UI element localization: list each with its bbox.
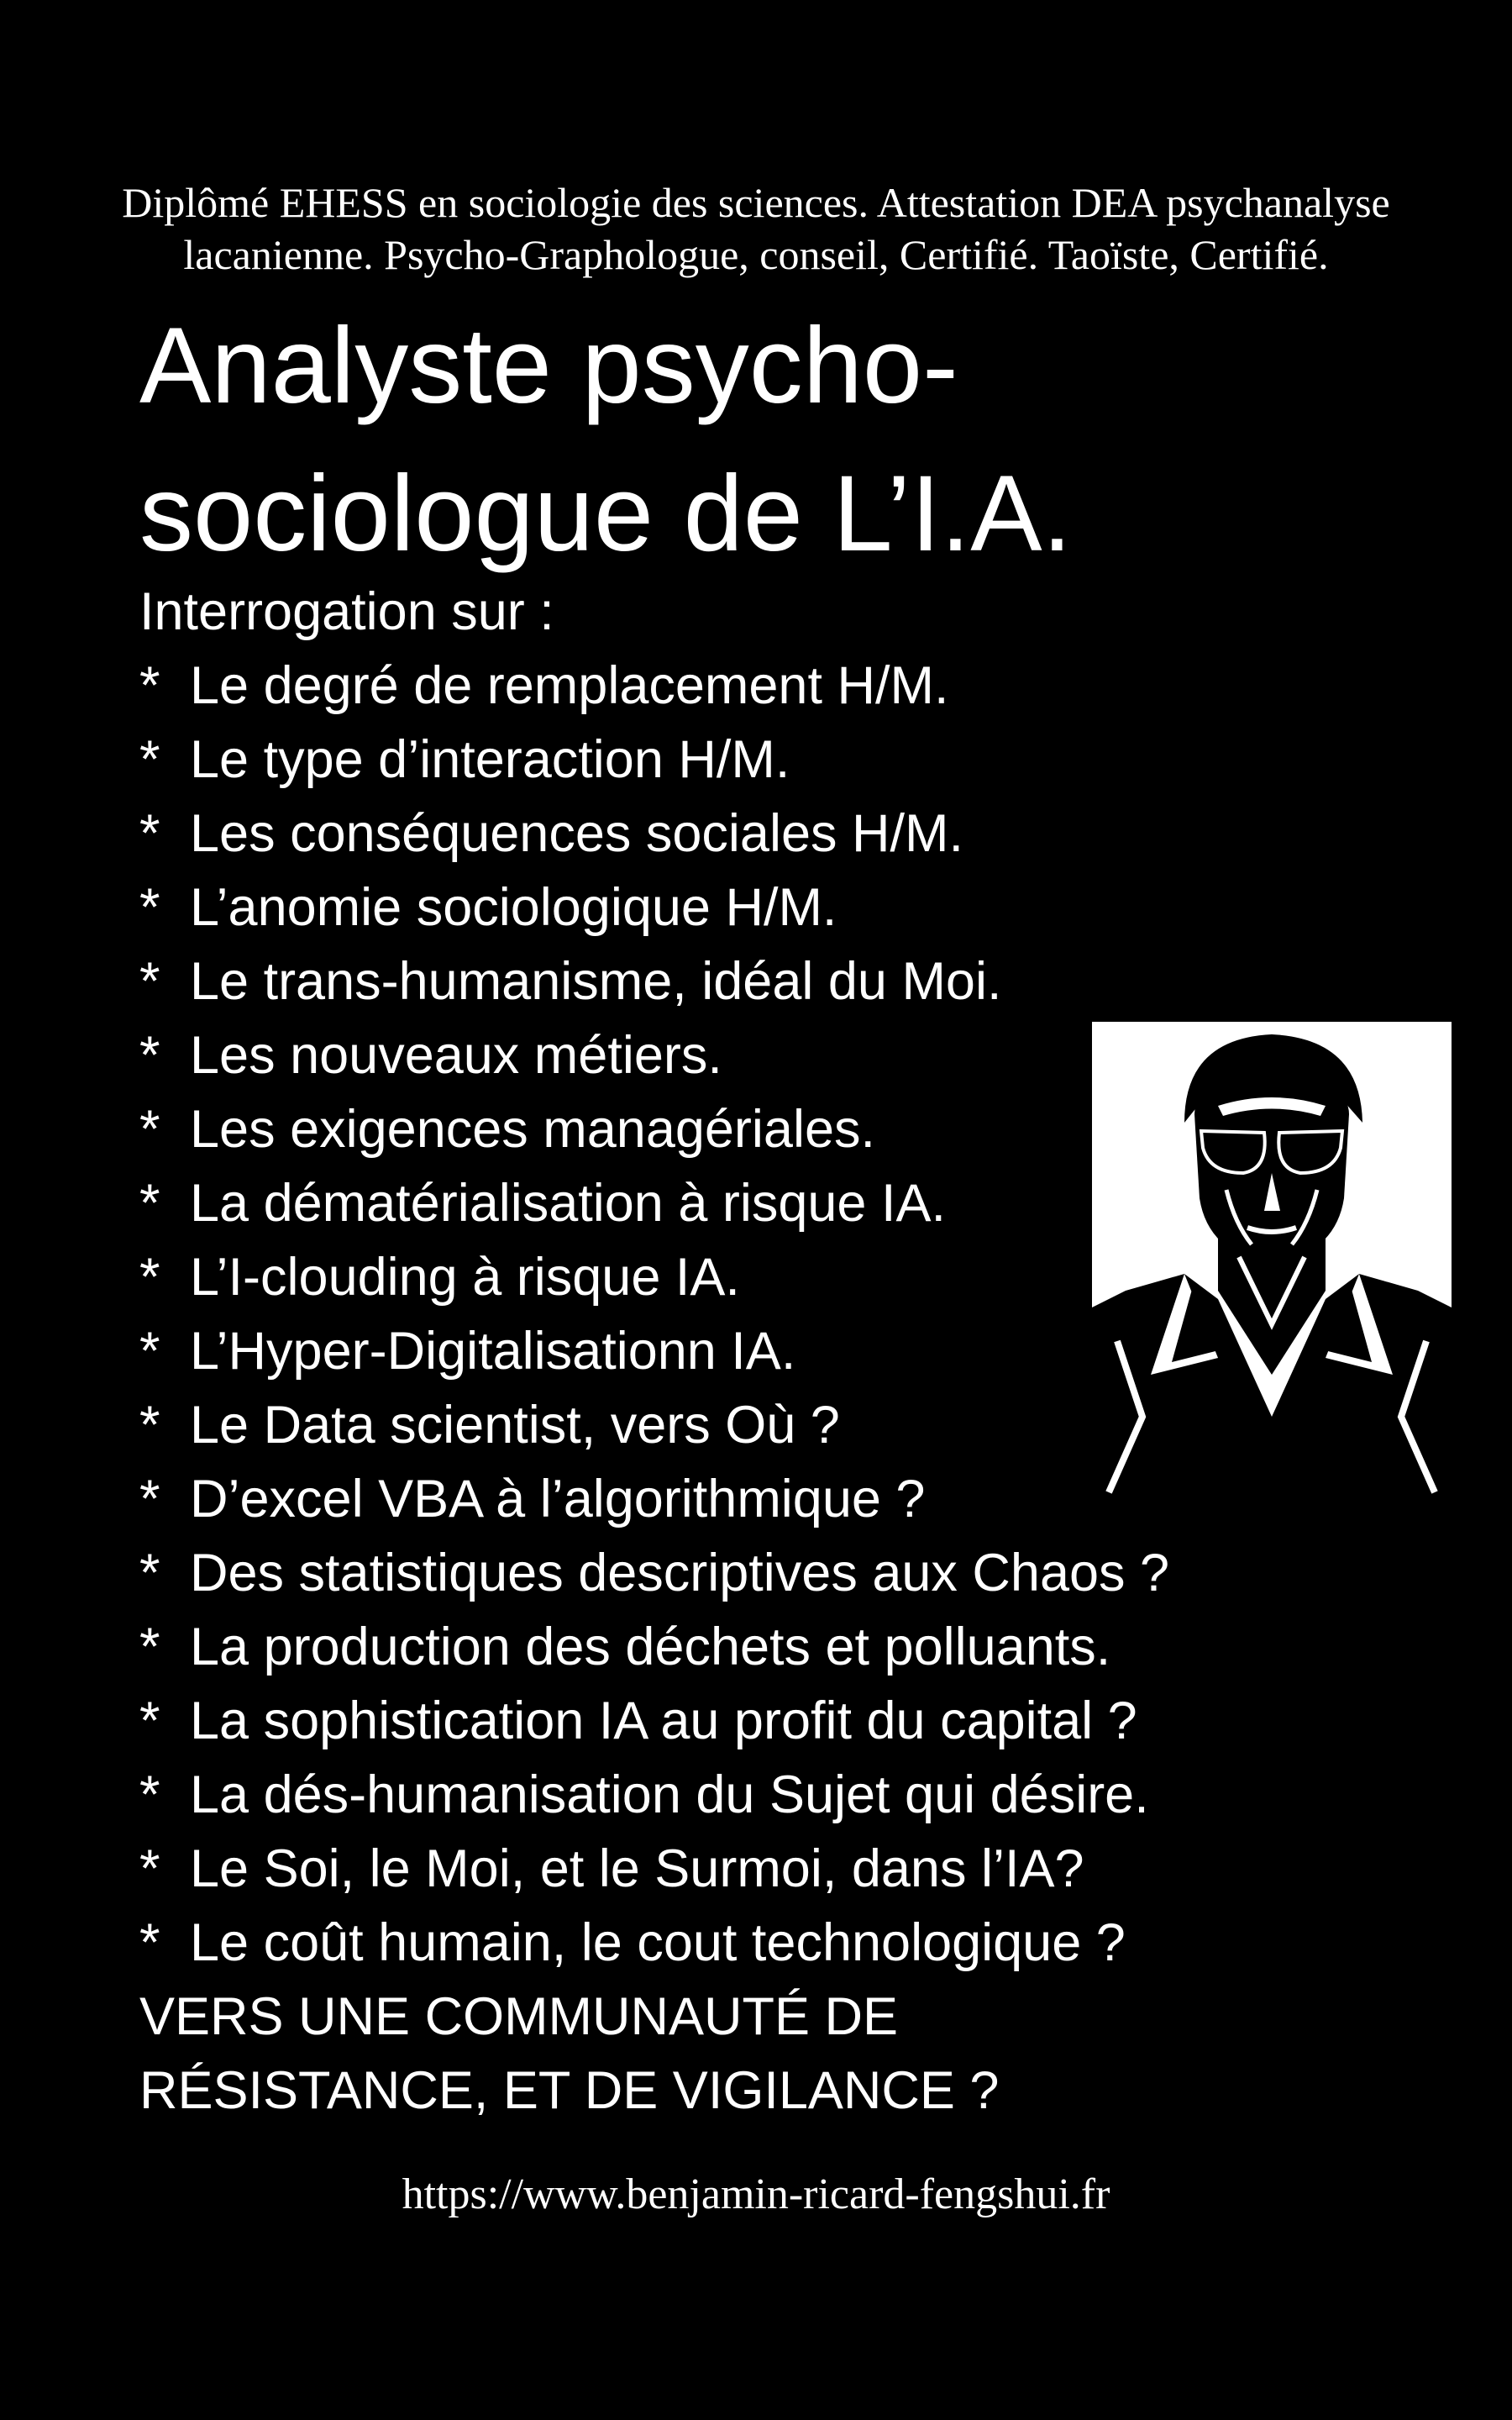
closing-question	[139, 1980, 1169, 2128]
bullet: *	[139, 952, 160, 1011]
title-line-1: Analyste psycho-	[139, 306, 958, 426]
list-item-text: Le trans-humanisme, idéal du Moi.	[190, 952, 1002, 1011]
list-item-text: Les nouveaux métiers.	[190, 1026, 722, 1085]
list-item	[139, 1536, 1169, 1610]
list-item-text: Le type d’interaction H/M.	[190, 730, 790, 789]
list-item-text: Des statistiques descriptives aux Chaos ?	[190, 1544, 1170, 1602]
list-item-text: Le Data scientist, vers Où ?	[190, 1396, 840, 1455]
bullet: *	[139, 1691, 160, 1750]
list-item-text: La dés-humanisation du Sujet qui désire.	[190, 1765, 1149, 1824]
list-item-text: L’Hyper-Digitalisationn IA.	[190, 1322, 796, 1381]
closing-line-2: RÉSISTANCE, ET DE VIGILANCE ?	[139, 2061, 1000, 2120]
bullet: *	[139, 1396, 160, 1455]
bullet: *	[139, 1470, 160, 1528]
page-title	[139, 292, 1072, 588]
list-item	[139, 1610, 1169, 1684]
list-item	[139, 1684, 1169, 1758]
list-item	[139, 1314, 1169, 1388]
list-item	[139, 797, 1169, 871]
list-item-text: L’I-clouding à risque IA.	[190, 1248, 740, 1307]
closing-line-1: VERS UNE COMMUNAUTÉ DE	[139, 1987, 899, 2046]
credentials-line-2: lacanienne. Psycho-Graphologue, conseil, Certifié. Taoïste, Certifié.	[183, 231, 1329, 278]
list-item	[139, 871, 1169, 944]
list-item-text: L’anomie sociologique H/M.	[190, 878, 837, 937]
bullet: *	[139, 1026, 160, 1085]
list-item	[139, 1092, 1169, 1166]
list-item-text: Les exigences managériales.	[190, 1100, 875, 1159]
portrait-illustration	[1092, 1022, 1452, 1536]
credentials-header	[0, 176, 1512, 281]
credentials-line-1: Diplômé EHESS en sociologie des sciences. Attestation DEA psychanalyse	[122, 179, 1390, 226]
bullet: *	[139, 1100, 160, 1159]
list-item	[139, 1166, 1169, 1240]
topics-list	[139, 649, 1169, 1980]
topics-intro: Interrogation sur :	[139, 582, 554, 641]
bullet: *	[139, 1248, 160, 1307]
bullet: *	[139, 1174, 160, 1233]
list-item-text: Le coût humain, le cout technologique ?	[190, 1913, 1126, 1972]
bullet: *	[139, 1839, 160, 1898]
bullet: *	[139, 1765, 160, 1824]
topics-section	[139, 575, 1169, 2128]
list-item-text: La sophistication IA au profit du capital ?	[190, 1691, 1137, 1750]
list-item	[139, 1240, 1169, 1314]
website-url: https://www.benjamin-ricard-fengshui.fr	[402, 2170, 1110, 2218]
man-with-sunglasses-portrait-icon	[1092, 1022, 1452, 1536]
bullet: *	[139, 804, 160, 863]
list-item-text: Le degré de remplacement H/M.	[190, 656, 949, 715]
list-item	[139, 944, 1169, 1018]
list-item	[139, 1462, 1169, 1536]
list-item-text: La dématérialisation à risque IA.	[190, 1174, 946, 1233]
list-item-text: Les conséquences sociales H/M.	[190, 804, 963, 863]
list-item-text: D’excel VBA à l’algorithmique ?	[190, 1470, 926, 1528]
list-item-text: La production des déchets et polluants.	[190, 1618, 1111, 1676]
bullet: *	[139, 1618, 160, 1676]
list-item-text: Le Soi, le Moi, et le Surmoi, dans l’IA?	[190, 1839, 1084, 1898]
list-item	[139, 1758, 1169, 1832]
list-item	[139, 1906, 1169, 1980]
list-item	[139, 649, 1169, 723]
list-item	[139, 1018, 1169, 1092]
list-item	[139, 723, 1169, 797]
bullet: *	[139, 878, 160, 937]
list-item	[139, 1388, 1169, 1462]
bullet: *	[139, 1322, 160, 1381]
list-item	[139, 1832, 1169, 1906]
bullet: *	[139, 656, 160, 715]
bullet: *	[139, 1544, 160, 1602]
title-line-2: sociologue de L’I.A.	[139, 454, 1073, 574]
bullet: *	[139, 730, 160, 789]
bullet: *	[139, 1913, 160, 1972]
